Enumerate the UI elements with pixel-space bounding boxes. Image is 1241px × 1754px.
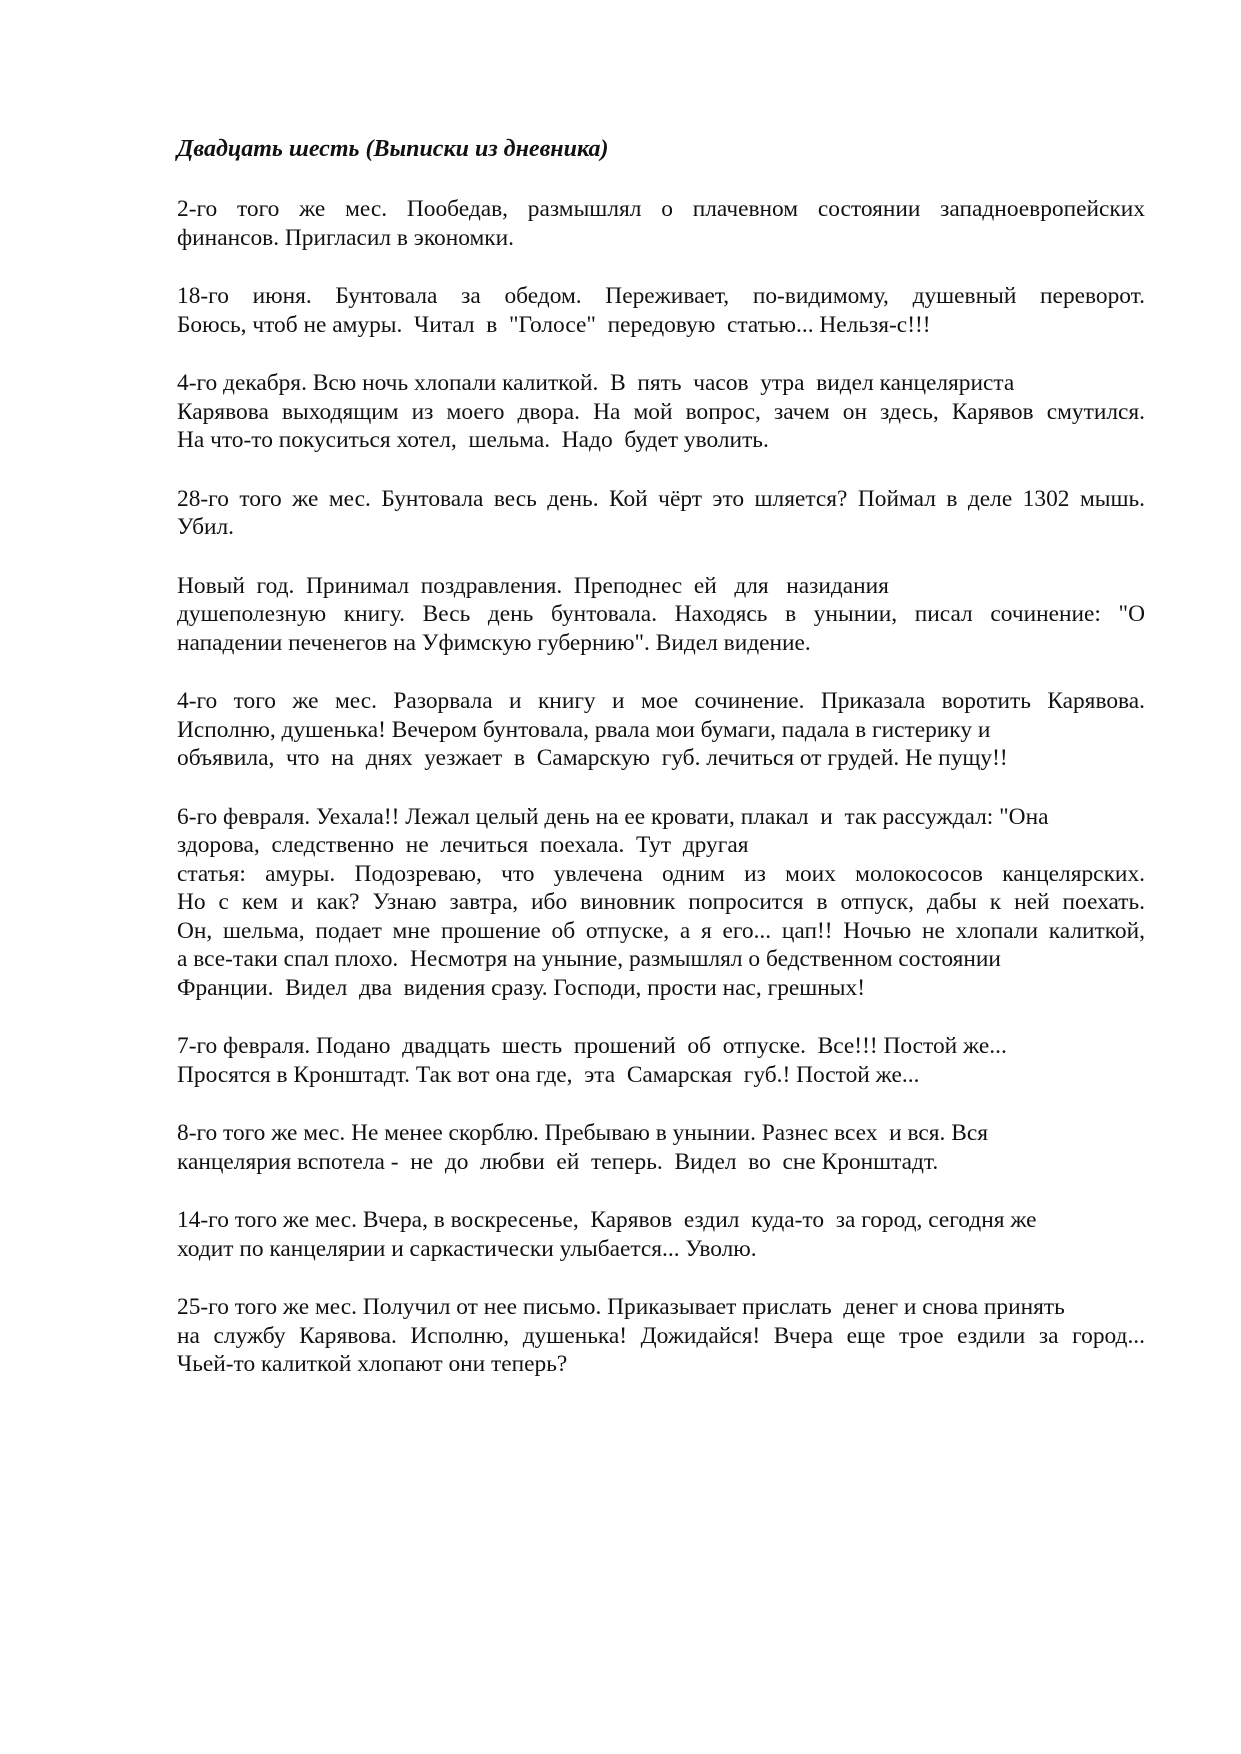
diary-entries — [177, 195, 1145, 1379]
diary-entry — [177, 1032, 1145, 1089]
entry-text-line: душеполезную книгу. Весь день бунтовала. Находясь в унынии, писал сочинение: "О — [177, 601, 1145, 627]
entry-text-line: На что-то покуситься хотел, шельма. Надо будет уволить. — [177, 427, 769, 453]
entry-text-line: 4-го того же мес. Разорвала и книгу и мое сочинение. Приказала воротить Карявова. — [177, 688, 1145, 714]
entry-text-line: 6-го февраля. Уехала!! Лежал целый день на ее кровати, плакал и так рассуждал: "Она — [177, 803, 1049, 830]
entry-text-line: канцелярия вспотела - не до любви ей теперь. Видел во сне Кронштадт. — [177, 1148, 939, 1175]
entry-text-line: 14-го того же мес. Вчера, в воскресенье, Карявов ездил куда-то за город, сегодня же — [177, 1207, 1037, 1233]
entry-text-line: 4-го декабря. Всю ночь хлопали калиткой. В пять часов утра видел канцеляриста — [177, 370, 1015, 396]
entry-text-line: Новый год. Принимал поздравления. Преподнес ей для назидания — [177, 572, 889, 599]
entry-text-line: финансов. Пригласил в экономки. — [177, 224, 514, 251]
diary-entry — [177, 485, 1145, 542]
diary-entry — [177, 572, 1145, 658]
entry-text-line: Исполню, душенька! Вечером бунтовала, рвала мои бумаги, падала в гистерику и — [177, 716, 991, 743]
document-page — [177, 134, 1145, 1409]
entry-text-line: Убил. — [177, 514, 235, 540]
document-title: Двадцать шесть (Выписки из дневника) — [177, 136, 609, 162]
entry-text-line: Просятся в Кронштадт. Так вот она где, эта Самарская губ.! Постой же... — [177, 1061, 920, 1088]
entry-text-line: Боюсь, чтоб не амуры. Читал в "Голосе" передовую статью... Нельзя-с!!! — [177, 311, 931, 338]
entry-text-line: статья: амуры. Подозреваю, что увлечена одним из моих молокососов канцелярских. — [177, 860, 1145, 887]
entry-text-line: 25-го того же мес. Получил от нее письмо. Приказывает прислать денег и снова принять — [177, 1294, 1065, 1320]
entry-text-line: а все-таки спал плохо. Несмотря на уныние, размышлял о бедственном состоянии — [177, 946, 1001, 972]
entry-text-line: 18-го июня. Бунтовала за обедом. Переживает, по-видимому, душевный переворот. — [177, 283, 1145, 309]
entry-text-line: 28-го того же мес. Бунтовала весь день. Кой чёрт это шляется? Поймал в деле 1302 мышь. — [177, 485, 1145, 512]
diary-entry — [177, 1119, 1145, 1176]
entry-text-line: Но с кем и как? Узнаю завтра, ибо виновник попросится в отпуск, дабы к ней поехать. — [177, 889, 1145, 915]
diary-entry — [177, 1293, 1145, 1379]
diary-entry — [177, 803, 1145, 1003]
entry-text-line: Франции. Видел два видения сразу. Господи, прости нас, грешных! — [177, 974, 866, 1001]
entry-text-line: Чьей-то калиткой хлопают они теперь? — [177, 1351, 568, 1377]
diary-entry — [177, 195, 1145, 252]
diary-entry — [177, 1206, 1145, 1263]
entry-text-line: нападении печенегов на Уфимскую губернию". Видел видение. — [177, 629, 811, 656]
entry-text-line: 8-го того же мес. Не менее скорблю. Пребываю в унынии. Разнес всех и вся. Вся — [177, 1120, 988, 1146]
entry-text-line: 2-го того же мес. Пообедав, размышлял о плачевном состоянии западноевропейских — [177, 196, 1145, 222]
entry-text-line: на службу Карявова. Исполню, душенька! Дожидайся! Вчера еще трое ездили за город... — [177, 1322, 1145, 1349]
entry-text-line: объявила, что на днях уезжает в Самарскую губ. лечиться от грудей. Не пущу!! — [177, 745, 1008, 771]
entry-text-line: Он, шельма, подает мне прошение об отпуске, а я его... цап!! Ночью не хлопали калиткой, — [177, 917, 1145, 944]
entry-text-line: Карявова выходящим из моего двора. На мой вопрос, зачем он здесь, Карявов смутился. — [177, 398, 1145, 425]
entry-text-line: ходит по канцелярии и саркастически улыбается... Уволю. — [177, 1235, 757, 1262]
entry-text-line: здорова, следственно не лечиться поехала. Тут другая — [177, 832, 749, 858]
diary-entry — [177, 687, 1145, 773]
diary-entry — [177, 369, 1145, 455]
diary-entry — [177, 282, 1145, 339]
entry-text-line: 7-го февраля. Подано двадцать шесть прошений об отпуске. Все!!! Постой же... — [177, 1033, 1007, 1059]
